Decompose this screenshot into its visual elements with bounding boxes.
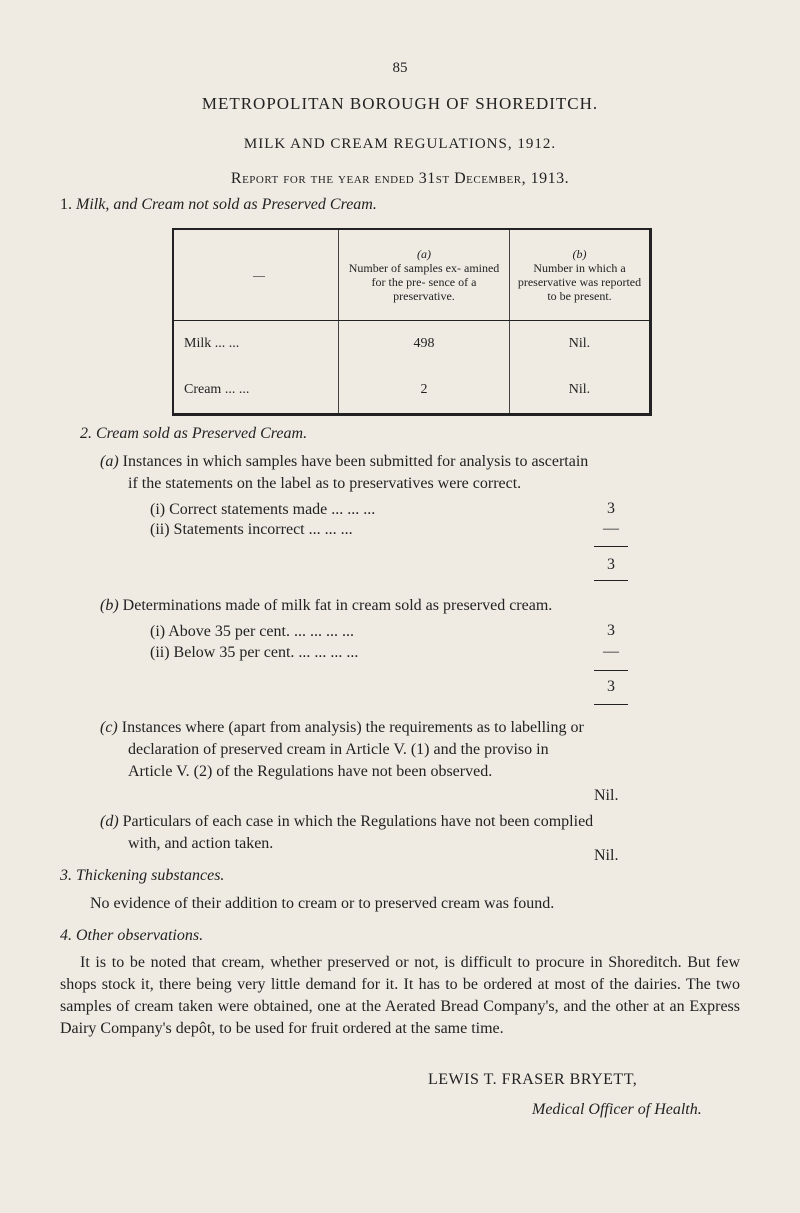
- section-2a-rule-top: [594, 546, 628, 547]
- section-2d-value: Nil.: [594, 847, 619, 864]
- section-1-number: 1.: [60, 196, 72, 213]
- row-preservative: Nil.: [510, 367, 651, 415]
- col-a-letter: (a): [417, 247, 431, 261]
- section-2b-line: [100, 596, 552, 616]
- section-2d-line1: [100, 812, 593, 832]
- section-2b-letter: (b): [100, 597, 119, 614]
- table-header-preservative: [510, 229, 651, 321]
- table-row: [173, 367, 651, 415]
- section-2b-item-2-value: —: [603, 643, 619, 660]
- section-2c-letter: (c): [100, 719, 118, 736]
- section-2c-line1: [100, 718, 584, 738]
- section-2a-total: 3: [607, 556, 615, 573]
- row-samples: 2: [339, 367, 510, 415]
- section-2b-item-2: (ii) Below 35 per cent. ... ... ... ...: [150, 644, 359, 661]
- section-2b-total: 3: [607, 678, 615, 695]
- section-2a-item-2: (ii) Statements incorrect ... ... ...: [150, 521, 353, 538]
- section-2b-rule-top: [594, 670, 628, 671]
- report-title: Report for the year ended 31st December, 1913.: [230, 170, 570, 187]
- section-4-text: It is to be noted that cream, whether preserved or not, is difficult to procure in Shoreditch. But few shops stock it, there being very little demand for it. It has to be ordered at most of the dairies. The two samples of cream taken were obtained, one at the Aerated Bread Company's, and the other at an Express Dairy Company's depôt, to be used for fruit ordered at the same time.: [60, 954, 740, 1037]
- section-2b-item-1: (i) Above 35 per cent. ... ... ... ...: [150, 623, 354, 640]
- section-3-text: No evidence of their addition to cream or to preserved cream was found.: [90, 895, 555, 912]
- table-row: [173, 321, 651, 368]
- section-2c-line2: declaration of preserved cream in Article V. (1) and the proviso in: [128, 741, 549, 758]
- col-a-text: Number of samples ex- amined for the pre- sence of a preservative.: [348, 261, 500, 303]
- section-2d-line2: with, and action taken.: [128, 835, 274, 852]
- section-2c-line3: Article V. (2) of the Regulations have not been observed.: [128, 763, 493, 780]
- regulations-table: [172, 228, 652, 416]
- section-2b-text: Determinations made of milk fat in cream sold as preserved cream.: [122, 597, 553, 614]
- section-2c-value: Nil.: [594, 787, 619, 804]
- row-label: Milk ... ...: [184, 336, 240, 351]
- table-header-row: [173, 229, 651, 321]
- table-header-blank: —: [173, 229, 339, 321]
- section-2a-line1: [100, 452, 588, 472]
- section-2b-item-1-value: 3: [607, 622, 615, 639]
- borough-title: METROPOLITAN BOROUGH OF SHOREDITCH.: [201, 94, 599, 113]
- section-4-title: 4. Other observations.: [60, 927, 204, 944]
- section-2a-line2: if the statements on the label as to preservatives were correct.: [128, 475, 522, 492]
- col-b-letter: (b): [572, 247, 587, 261]
- section-2a-item-1-value: 3: [607, 500, 615, 517]
- section-2a-item-1: (i) Correct statements made ... ... ...: [150, 501, 376, 518]
- signature-name: LEWIS T. FRASER BRYETT,: [428, 1071, 638, 1088]
- section-2a-item-2-value: —: [603, 520, 619, 537]
- row-label: Cream ... ...: [184, 382, 250, 397]
- section-2a-text1: Instances in which samples have been submitted for analysis to ascertain: [122, 453, 589, 470]
- section-2a-letter: (a): [100, 453, 119, 470]
- section-2c-text1: Instances where (apart from analysis) the requirements as to labelling or: [121, 719, 584, 736]
- section-2a-rule-bottom: [594, 580, 628, 581]
- section-2b-rule-bottom: [594, 704, 628, 705]
- section-2d-text1: Particulars of each case in which the Regulations have not been complied: [122, 813, 594, 830]
- section-2-title: 2. Cream sold as Preserved Cream.: [80, 425, 308, 442]
- section-2d-letter: (d): [100, 813, 119, 830]
- section-1-title: Milk, and Cream not sold as Preserved Cream.: [76, 196, 377, 213]
- row-preservative: Nil.: [510, 321, 651, 368]
- row-samples: 498: [339, 321, 510, 368]
- section-3-title: 3. Thickening substances.: [60, 867, 225, 884]
- col-b-text: Number in which a preservative was reported to be present.: [517, 261, 642, 303]
- page-number: 85: [392, 60, 408, 76]
- table-header-samples: [339, 229, 510, 321]
- section-1-heading: [60, 196, 377, 214]
- signature-title: Medical Officer of Health.: [532, 1101, 702, 1118]
- regulations-title: MILK AND CREAM REGULATIONS, 1912.: [243, 136, 557, 152]
